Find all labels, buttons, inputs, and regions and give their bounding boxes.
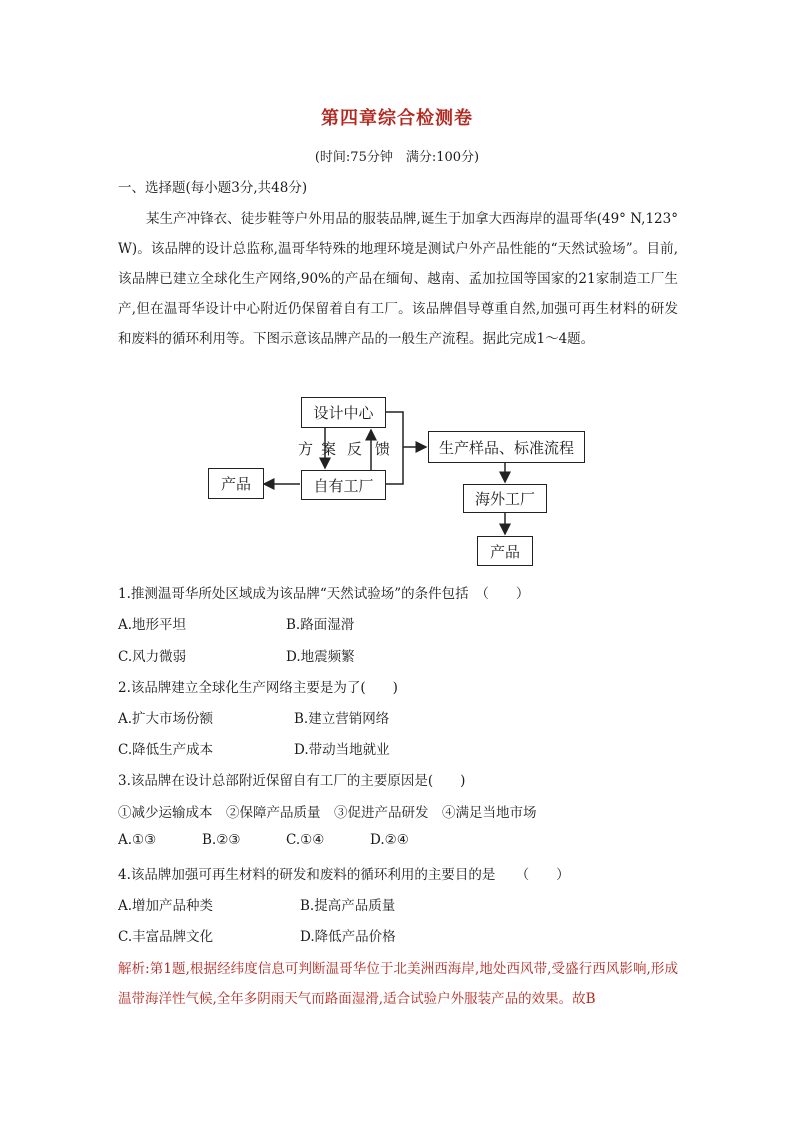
question-4-option-a[interactable]: A.增加产品种类 <box>118 898 214 914</box>
exam-time-score: (时间:75分钟 满分:100分) <box>314 150 480 165</box>
question-2-option-a[interactable]: A.扩大市场份额 <box>118 711 214 727</box>
question-4-option-d[interactable]: D.降低产品价格 <box>300 929 396 945</box>
question-2-stem: 2.该品牌建立全球化生产网络主要是为了( ) <box>118 680 398 696</box>
label-an: 案 <box>321 440 337 458</box>
question-1-option-a[interactable]: A.地形平坦 <box>118 617 187 633</box>
question-1-option-d[interactable]: D.地震频繁 <box>286 649 355 665</box>
overseas-factory-box: 海外工厂 <box>463 484 547 513</box>
section-heading: 一、选择题(每小题3分,共48分) <box>118 180 308 196</box>
own-factory-box: 自有工厂 <box>301 470 386 500</box>
analysis-text: 解析:第1题,根据经纬度信息可判断温哥华位于北美洲西海岸,地处西风带,受盛行西风影响,形成温带海洋性气候,全年多阴雨天气而路面湿滑,适合试验户外服装产品的效果。故B <box>118 961 678 1007</box>
passage-text: 某生产冲锋衣、徒步鞋等户外用品的服装品牌,诞生于加拿大西海岸的温哥华(49° N,123° W)。该品牌的设计总监称,温哥华特殊的地理环境是测试户外产品性能的“天然试验场”。目前,该品牌已建立全球化生产网络,90%的产品在缅甸、越南、孟加拉国等国家的21家制造工厂生产,但在温哥华设计中心附近仍保留着自有工厂。该品牌倡导尊重自然,加强可再生材料的研发和废料的循环利用等。下图示意该品牌产品的一般生产流程。据此完成1～4题。 <box>118 211 692 347</box>
page-title: 第四章综合检测卷 <box>321 108 473 129</box>
question-4-option-b[interactable]: B.提高产品质量 <box>300 898 396 914</box>
question-1-option-b[interactable]: B.路面湿滑 <box>286 617 355 633</box>
question-1-option-c[interactable]: C.风力微弱 <box>118 649 187 665</box>
product-box-bottom: 产品 <box>477 536 533 566</box>
question-3-option-c[interactable]: C.①④ <box>286 832 325 848</box>
label-fan: 反 <box>347 440 363 458</box>
question-3-option-b[interactable]: B.②③ <box>202 832 241 848</box>
question-4-stem: 4.该品牌加强可再生材料的研发和废料的循环利用的主要目的是 （ ） <box>118 867 570 883</box>
question-3-option-a[interactable]: A.①③ <box>118 832 157 848</box>
question-2-option-d[interactable]: D.带动当地就业 <box>294 742 390 758</box>
design-center-box: 设计中心 <box>301 397 386 428</box>
question-2-option-c[interactable]: C.降低生产成本 <box>118 742 214 758</box>
product-box-left: 产品 <box>208 468 264 499</box>
sample-standard-box: 生产样品、标准流程 <box>428 431 585 463</box>
question-3-stem: 3.该品牌在设计总部附近保留自有工厂的主要原因是( ) <box>118 773 466 789</box>
question-2-option-b[interactable]: B.建立营销网络 <box>294 711 390 727</box>
label-kui: 馈 <box>375 440 391 458</box>
question-3-statements: ①减少运输成本 ②保障产品质量 ③促进产品研发 ④满足当地市场 <box>118 805 537 821</box>
question-1-stem: 1.推测温哥华所处区域成为该品牌“天然试验场”的条件包括 （ ） <box>118 586 530 602</box>
label-fang: 方 <box>298 440 314 458</box>
question-3-option-d[interactable]: D.②④ <box>370 832 409 848</box>
question-4-option-c[interactable]: C.丰富品牌文化 <box>118 929 214 945</box>
